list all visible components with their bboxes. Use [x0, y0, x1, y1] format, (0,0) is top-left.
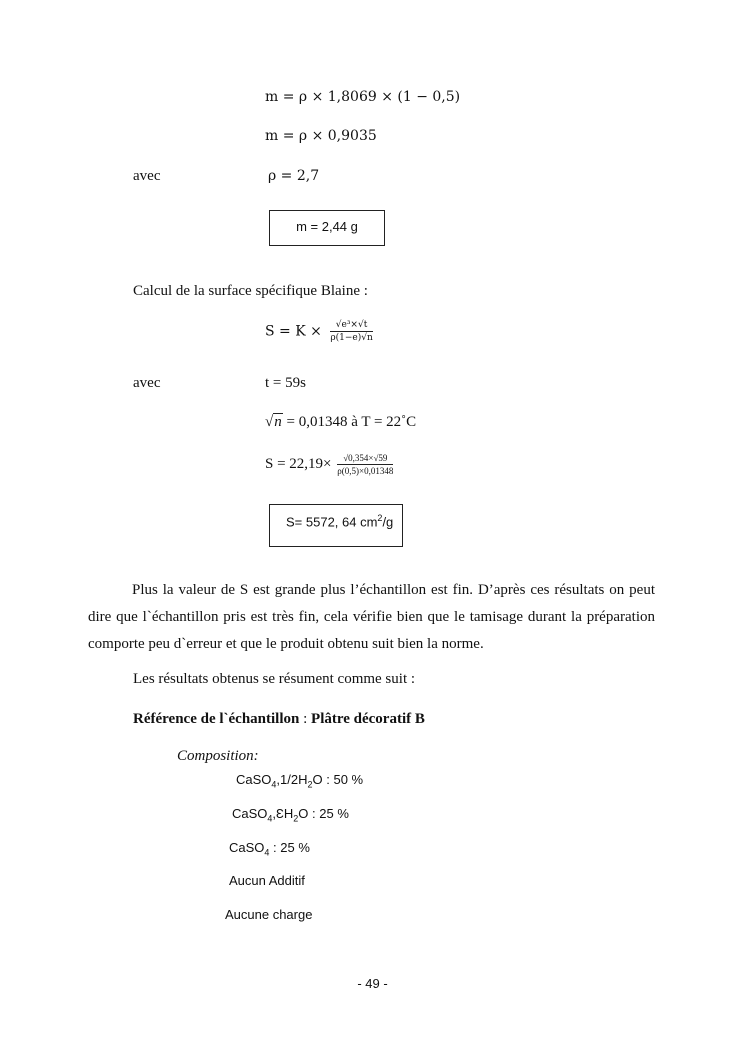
composition-heading: Composition: [177, 748, 259, 764]
avec-label: avec [133, 375, 161, 391]
s-result-value: S= 5572, 64 cm [286, 514, 378, 530]
composition-item-1: $CaSO_4,1/2H_2O$ : 50 % [236, 772, 364, 790]
blaine-heading: Calcul de la surface spécifique Blaine : [133, 283, 368, 299]
sample-reference-label: Référence de l`échantillon [133, 711, 300, 727]
s-formula-lhs: S = K × [265, 323, 322, 340]
sample-reference-value: Plâtre décoratif B [311, 711, 425, 727]
sample-reference [133, 711, 425, 728]
sample-separator: : [299, 711, 312, 727]
s-formula-numerator: √e³×√t [330, 320, 372, 332]
s-result-box [269, 504, 403, 547]
composition-charge: Aucune charge [225, 907, 313, 922]
sqrt-n-value [265, 414, 416, 431]
s-numeric-numerator: √0,354×√59 [337, 453, 393, 465]
s-numeric-formula [265, 453, 393, 476]
s-result-exponent: 2 [377, 513, 383, 523]
composition-item-2: $CaSO_4,ƐH_2O$ : 25 % [232, 806, 349, 824]
conclusion-paragraph: Plus la valeur de S est grande plus l’échantillon est fin. D’après ces résultats on peut dire que l`échantillon pris est très fin, cela vérifie bien que le tamisage durant la préparation comporte peu d`erreur et que le produit obtenu suit bien la norme. [88, 582, 655, 652]
mass-equation-1: m = ρ × 1,8069 × (1 − 0,5) [265, 89, 461, 105]
s-numeric-lhs: S = 22,19× [265, 455, 332, 472]
sqrt-n-symbol: n [274, 414, 282, 430]
summary-intro: Les résultats obtenus se résument comme suit : [133, 671, 416, 687]
composition-item-3: CaSO$_4$ : 25 % [229, 840, 310, 858]
s-formula-denominator: ρ(1−e)√n [330, 333, 373, 343]
s-formula-fraction [330, 320, 372, 343]
avec-label: avec [133, 168, 161, 184]
s-result-unit: /g [382, 514, 394, 530]
s-formula [265, 320, 373, 343]
s-numeric-denominator: ρ(0,5)×0,01348 [337, 466, 394, 476]
mass-equation-2: m = ρ × 0,9035 [265, 128, 377, 144]
rho-value: ρ = 2,7 [268, 168, 320, 184]
t-value: t = 59s [265, 375, 306, 391]
sqrt-icon: √ [265, 414, 274, 430]
s-numeric-fraction [337, 453, 393, 476]
mass-result-box [269, 210, 385, 246]
mass-result: m = 2,44 g [296, 219, 358, 234]
sqrt-n-text: = 0,01348 à T = 22˚C [282, 414, 417, 430]
s-result [286, 513, 393, 529]
page-number: - 49 - [357, 976, 388, 991]
composition-additive: Aucun Additif [229, 873, 305, 888]
